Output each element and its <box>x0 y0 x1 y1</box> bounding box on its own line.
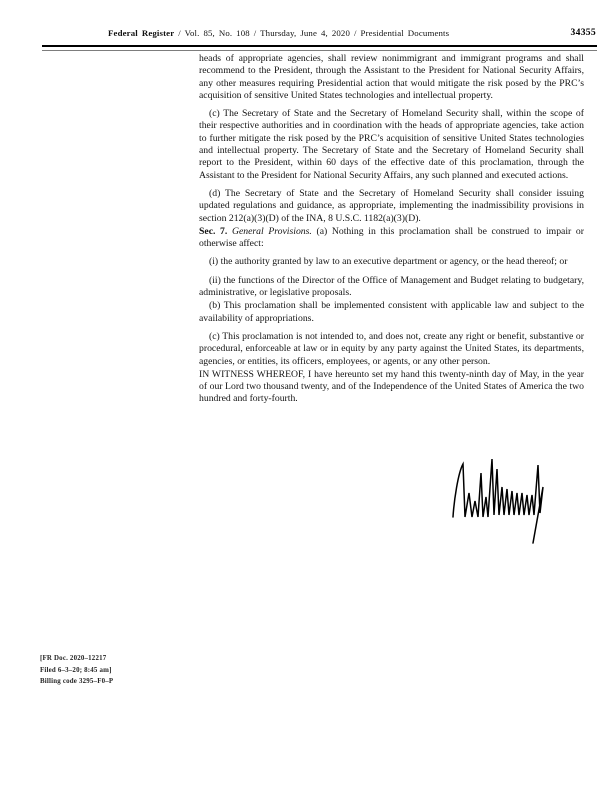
filed-date: Filed 6–3–20; 8:45 am] <box>40 666 112 674</box>
paragraph-witness: IN WITNESS WHEREOF, I have hereunto set my hand this twenty-ninth day of May, in the year of our Lord two thousand twenty, and of the Independence of the United States of America the two hundred and forty-fourth. <box>199 368 584 405</box>
paragraph-ii: (ii) the functions of the Director of the Office of Management and Budget relating to budgetary, administrative, or legislative proposals. <box>199 274 584 299</box>
billing-code: Billing code 3295–F0–P <box>40 678 114 686</box>
sec7-rest: (a) Nothing in this proclamation shall be construed to impair or otherwise affect: <box>199 225 584 250</box>
paragraph-i: (i) the authority granted by law to an executive department or agency, or the head thereof; or <box>209 256 568 268</box>
header-rule-thick <box>42 45 597 47</box>
paragraph-sec7 <box>199 226 584 251</box>
header-rule-thin <box>42 50 597 51</box>
paragraph-b: (b) This proclamation shall be implemented consistent with applicable law and subject to the availability of appropriations. <box>199 300 584 324</box>
sec7-label: Sec. 7. <box>199 225 228 237</box>
sec7-title: General Provisions. <box>227 225 312 237</box>
paragraph-continuation: heads of appropriate agencies, shall review nonimmigrant and immigrant programs and shall recommend to the President, through the Assistant to the President for National Security Affairs, any other measures requiring Presidential action that would mitigate the risk posed by the PRC’s acquisition of sensitive United States technologies and intellectual property. <box>199 53 584 101</box>
presidential-signature-icon <box>445 453 570 548</box>
journal-title: Federal Register <box>108 28 175 38</box>
paragraph-d: (d) The Secretary of State and the Secretary of Homeland Security shall consider issuing updated regulations and guidance, as appropriate, implementing the inadmissibility provisions in section 212(a)(3)(D) of the INA, 8 U.S.C. 1182(a)(3)(D). <box>199 187 584 224</box>
paragraph-c2: (c) This proclamation is not intended to, and does not, create any right or benefit, substantive or procedural, enforceable at law or in equity by any party against the United States, its departments, agencies, or entities, its officers, employees, or agents, or any other person. <box>199 330 584 367</box>
page-header <box>108 28 449 38</box>
fr-doc-number: [FR Doc. 2020–12217 <box>40 655 107 662</box>
folio-page-number: 34355 <box>570 27 596 38</box>
fr-doc-footer <box>40 653 113 688</box>
paragraph-c: (c) The Secretary of State and the Secretary of Homeland Security shall, within the scope of their respective authorities and in coordination with the heads of appropriate agencies, take action to further mitigate the risk posed by the PRC’s acquisition of sensitive United States technologies and intellectual property. The Secretary of State and the Secretary of Homeland Security shall report to the President, within 60 days of the effective date of this proclamation, through the Assistant to the President for National Security Affairs, any such planned and executed actions. <box>199 108 584 181</box>
proclamation-text-column <box>199 53 584 406</box>
issue-info: / Vol. 85, No. 108 / Thursday, June 4, 2020 / Presidential Documents <box>174 28 450 38</box>
